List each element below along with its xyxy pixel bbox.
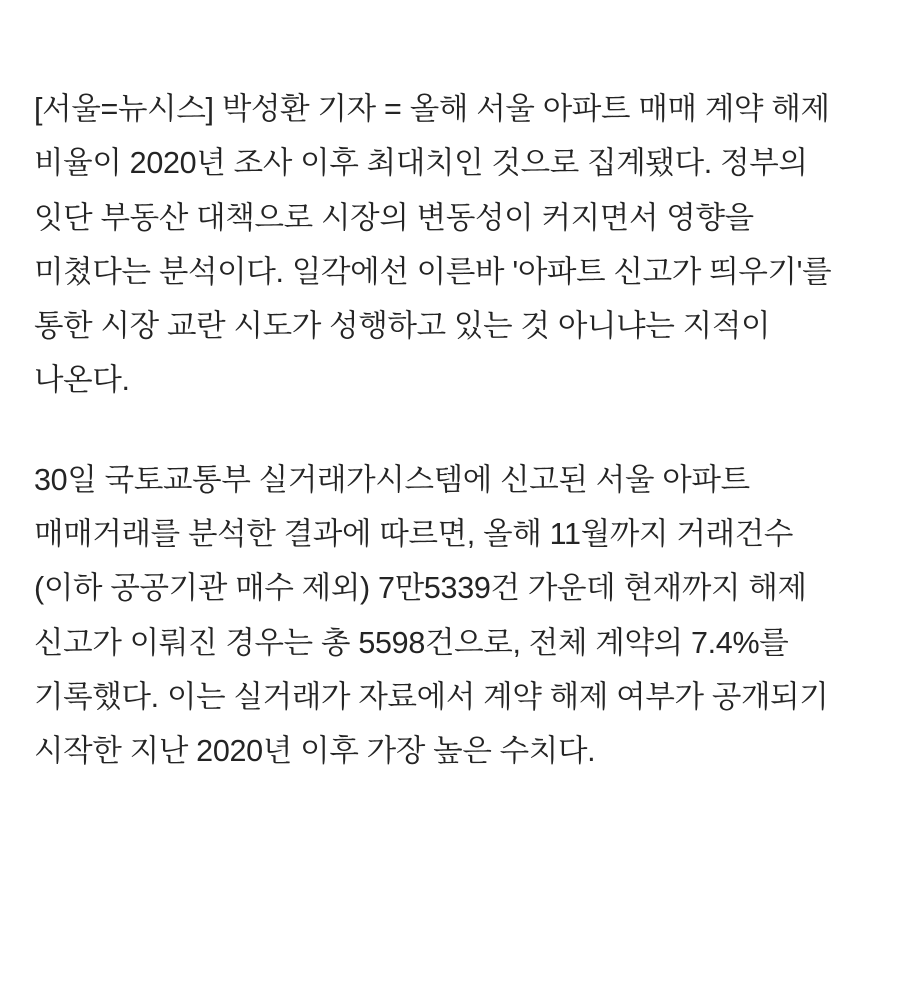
article-paragraph-2: 30일 국토교통부 실거래가시스템에 신고된 서울 아파트 매매거래를 분석한 결과에 따르면, 올해 11월까지 거래건수(이하 공공기관 매수 제외) 7만5339건 가운데 현재까지 해제 신고가 이뤄진 경우는 총 5598건으로, 전체 계약의 7.4%를 기록했다. 이는 실거래가 자료에서 계약 해제 여부가 공개되기 시작한 지난 2020년 이후 가장 높은 수치다. [34, 462, 829, 769]
article-paragraph-1: [서울=뉴시스] 박성환 기자 = 올해 서울 아파트 매매 계약 해제 비율이 2020년 조사 이후 최대치인 것으로 집계됐다. 정부의 잇단 부동산 대책으로 시장의 변동성이 커지면서 영향을 미쳤다는 분석이다. 일각에선 이른바 '아파트 신고가 띄우기'를 통한 시장 교란 시도가 성행하고 있는 것 아니냐는 지적이 나온다. [34, 92, 832, 398]
